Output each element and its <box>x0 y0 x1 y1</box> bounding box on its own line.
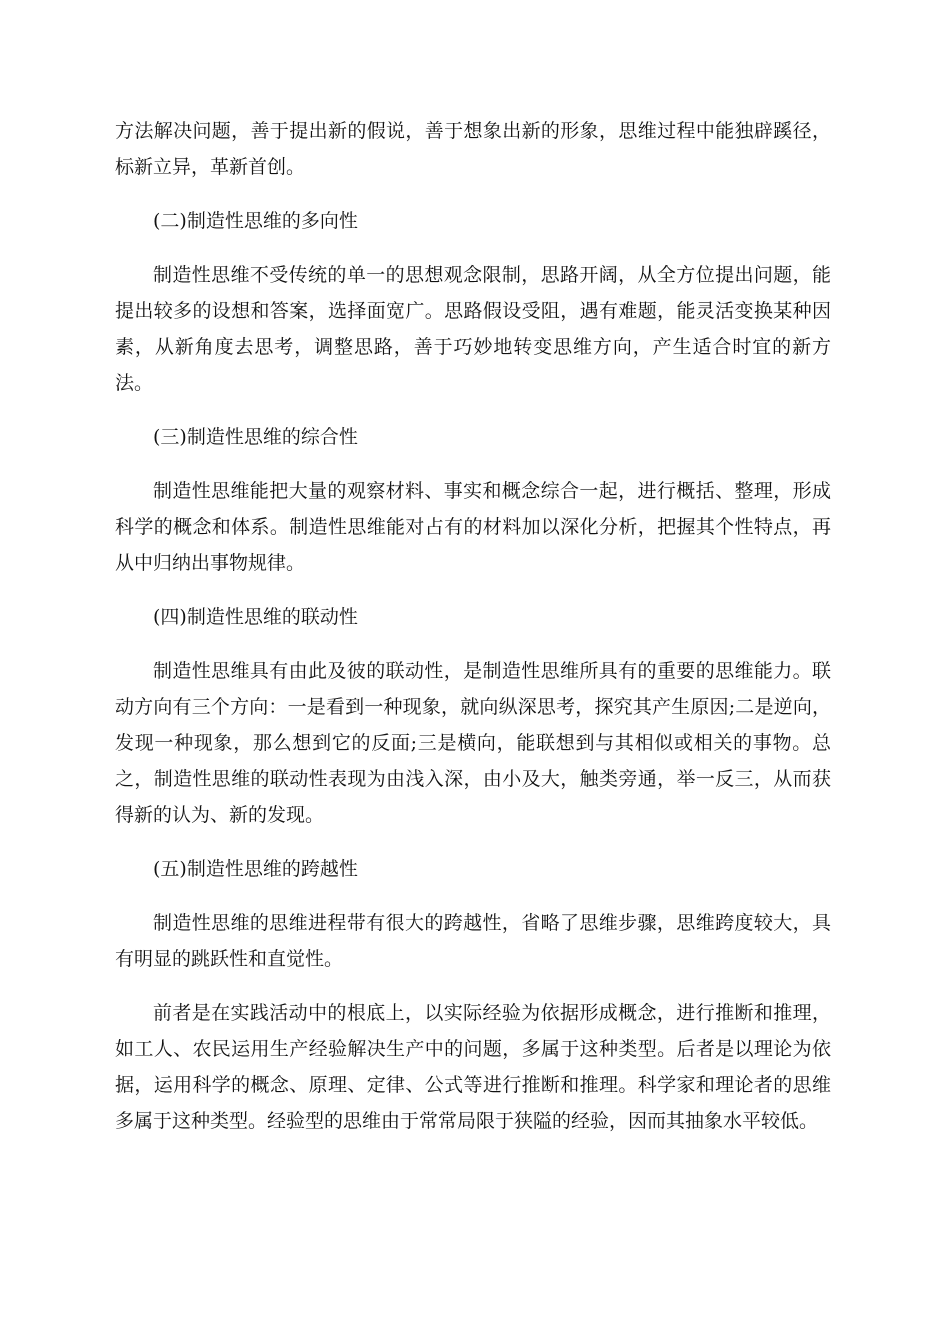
document-body <box>115 113 831 1157</box>
paragraph-empirical-theoretical: 前者是在实践活动中的根底上，以实际经验为依据形成概念，进行推断和推理，如工人、农民运用生产经验解决生产中的问题，多属于这种类型。后者是以理论为依据，运用科学的概念、原理、定律、公式等进行推断和推理。科学家和理论者的思维多属于这种类型。经验型的思维由于常常局限于狭隘的经验，因而其抽象水平较低。 <box>115 1002 831 1132</box>
section-heading-multidirectional: (二)制造性思维的多向性 <box>153 210 358 232</box>
paragraph-leaping: 制造性思维的思维进程带有很大的跨越性，省略了思维步骤，思维跨度较大，具有明显的跳跃性和直觉性。 <box>115 912 831 970</box>
section-heading-comprehensive: (三)制造性思维的综合性 <box>153 426 358 448</box>
paragraph-multidirectional: 制造性思维不受传统的单一的思想观念限制，思路开阔，从全方位提出问题，能提出较多的设想和答案，选择面宽广。思路假设受阻，遇有难题，能灵活变换某种因素，从新角度去思考，调整思路，善于巧妙地转变思维方向，产生适合时宜的新方法。 <box>115 264 831 394</box>
section-heading-associative: (四)制造性思维的联动性 <box>153 606 358 628</box>
section-heading-leaping: (五)制造性思维的跨越性 <box>153 858 358 880</box>
paragraph-continued: 方法解决问题，善于提出新的假说，善于想象出新的形象，思维过程中能独辟蹊径，标新立异，革新首创。 <box>115 120 831 178</box>
paragraph-associative: 制造性思维具有由此及彼的联动性，是制造性思维所具有的重要的思维能力。联动方向有三个方向：一是看到一种现象，就向纵深思考，探究其产生原因;二是逆向，发现一种现象，那么想到它的反面;三是横向，能联想到与其相似或相关的事物。总之，制造性思维的联动性表现为由浅入深，由小及大，触类旁通，举一反三，从而获得新的认为、新的发现。 <box>115 660 831 826</box>
paragraph-comprehensive: 制造性思维能把大量的观察材料、事实和概念综合一起，进行概括、整理，形成科学的概念和体系。制造性思维能对占有的材料加以深化分析，把握其个性特点，再从中归纳出事物规律。 <box>115 480 831 574</box>
